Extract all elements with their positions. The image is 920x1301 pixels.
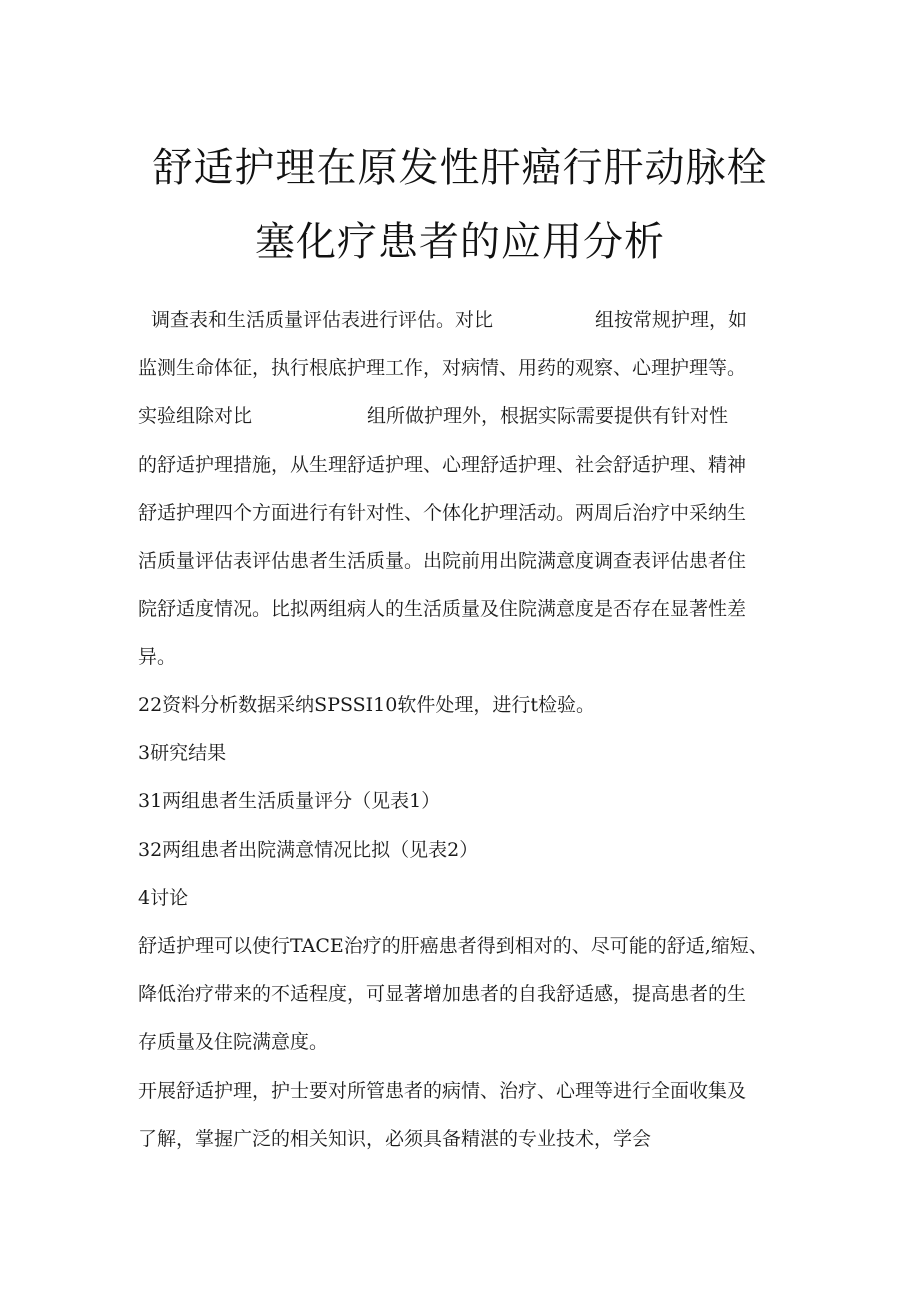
paragraph-line-1	[138, 306, 838, 334]
paragraph-line-1-part-b: 组按常规护理，如	[595, 309, 748, 331]
paragraph-line-3-part-b: 组所做护理外，根据实际需要提供有针对性	[367, 405, 729, 427]
paragraph-line-7: 院舒适度情况。比拟两组病人的生活质量及住院满意度是否存在显著性差	[138, 598, 747, 620]
document-title-line-2: 塞化疗患者的应用分析	[255, 219, 665, 265]
section-4-heading: 4讨论	[138, 887, 189, 909]
section-3-1-heading: 31两组患者生活质量评分（见表1）	[138, 790, 441, 812]
paragraph-line-6: 活质量评估表评估患者生活质量。出院前用出院满意度调查表评估患者住	[138, 550, 747, 572]
section-3-2-heading: 32两组患者出院满意情况比拟（见表2）	[138, 839, 479, 861]
paragraph-line-3	[138, 402, 838, 430]
section-3-heading: 3研究结果	[138, 742, 227, 764]
discussion-line-5: 了解，掌握广泛的相关知识，必须具备精湛的专业技术，学会	[138, 1128, 652, 1150]
paragraph-line-4: 的舒适护理措施，从生理舒适护理、心理舒适护理、社会舒适护理、精神	[138, 454, 747, 476]
paragraph-line-5: 舒适护理四个方面进行有针对性、个体化护理活动。两周后治疗中采纳生	[138, 502, 747, 524]
document-title-line-1: 舒适护理在原发性肝癌行肝动脉栓	[152, 145, 768, 191]
discussion-line-3: 存质量及住院满意度。	[138, 1031, 329, 1053]
paragraph-line-1-part-a: 调查表和生活质量评估表进行评估。对比	[151, 309, 494, 331]
paragraph-line-8: 异。	[138, 646, 177, 668]
paragraph-line-2: 监测生命体征，执行根底护理工作，对病情、用药的观察、心理护理等。	[138, 357, 747, 379]
paragraph-line-3-part-a: 实验组除对比	[138, 405, 253, 427]
section-2-2-data-analysis: 22资料分析数据采纳SPSSI10软件处理，进行t检验。	[138, 694, 595, 716]
discussion-line-4: 开展舒适护理，护士要对所管患者的病情、治疗、心理等进行全面收集及	[138, 1080, 747, 1102]
discussion-line-2: 降低治疗带来的不适程度，可显著增加患者的自我舒适感，提高患者的生	[138, 983, 747, 1005]
discussion-line-1: 舒适护理可以使行TACE治疗的肝癌患者得到相对的、尽可能的舒适,缩短、	[138, 935, 768, 957]
